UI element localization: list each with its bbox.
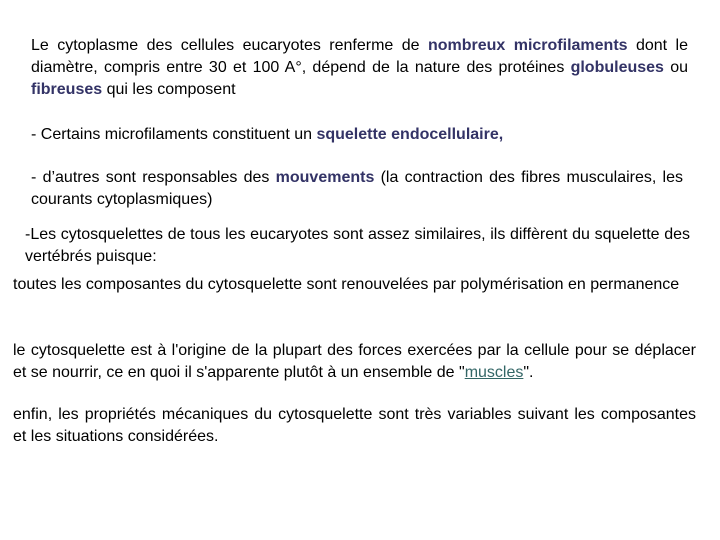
- p1-text-d: qui les composent: [102, 81, 236, 98]
- term-globuleuses: globuleuses: [570, 59, 664, 76]
- p3-text-a: - d’autres sont responsables des: [31, 169, 276, 186]
- paragraph-cytosquelettes-eucaryotes: [25, 224, 690, 268]
- term-nombreux-microfilaments: nombreux microfilaments: [427, 37, 628, 54]
- p3-text-b: (la contraction des fibres musculaires, les courants cytoplasmiques): [31, 169, 684, 208]
- term-fibreuses: fibreuses: [31, 81, 103, 98]
- muscles-link[interactable]: muscles: [464, 364, 524, 381]
- p6-text-a: le cytosquelette est à l'origine de la plupart des forces exercées par la cellule pour se déplacer et se nourrir, ce en quoi il s'apparente plutôt à un ensemble de ": [13, 342, 696, 381]
- term-squelette-endocellulaire: squelette endocellulaire,: [316, 126, 504, 143]
- p7-text: enfin, les propriétés mécaniques du cytosquelette sont très variables suivant les composantes et les situations considérées.: [13, 406, 696, 445]
- p1-text-a: Le cytoplasme des cellules eucaryotes renferme de: [31, 37, 428, 54]
- p2-text-a: - Certains microfilaments constituent un: [31, 126, 317, 143]
- paragraph-mouvements: [31, 167, 683, 211]
- p1-text-c: ou: [663, 59, 688, 76]
- p4-text: -Les cytosquelettes de tous les eucaryotes sont assez similaires, ils diffèrent du squelette des vertébrés puisque:: [25, 226, 690, 265]
- paragraph-renouvellement: [13, 274, 696, 296]
- p5-text: toutes les composantes du cytosquelette sont renouvelées par polymérisation en permanence: [13, 276, 680, 293]
- paragraph-proprietes-mecaniques: [13, 404, 696, 448]
- paragraph-forces: [13, 340, 696, 384]
- paragraph-squelette: [31, 124, 688, 146]
- p1-text-b: dont le diamètre, compris entre 30 et 100 A°, dépend de la nature des protéines: [31, 37, 689, 76]
- term-mouvements: mouvements: [275, 169, 375, 186]
- paragraph-microfilaments-intro: [31, 35, 688, 101]
- p6-text-b: ".: [523, 364, 534, 381]
